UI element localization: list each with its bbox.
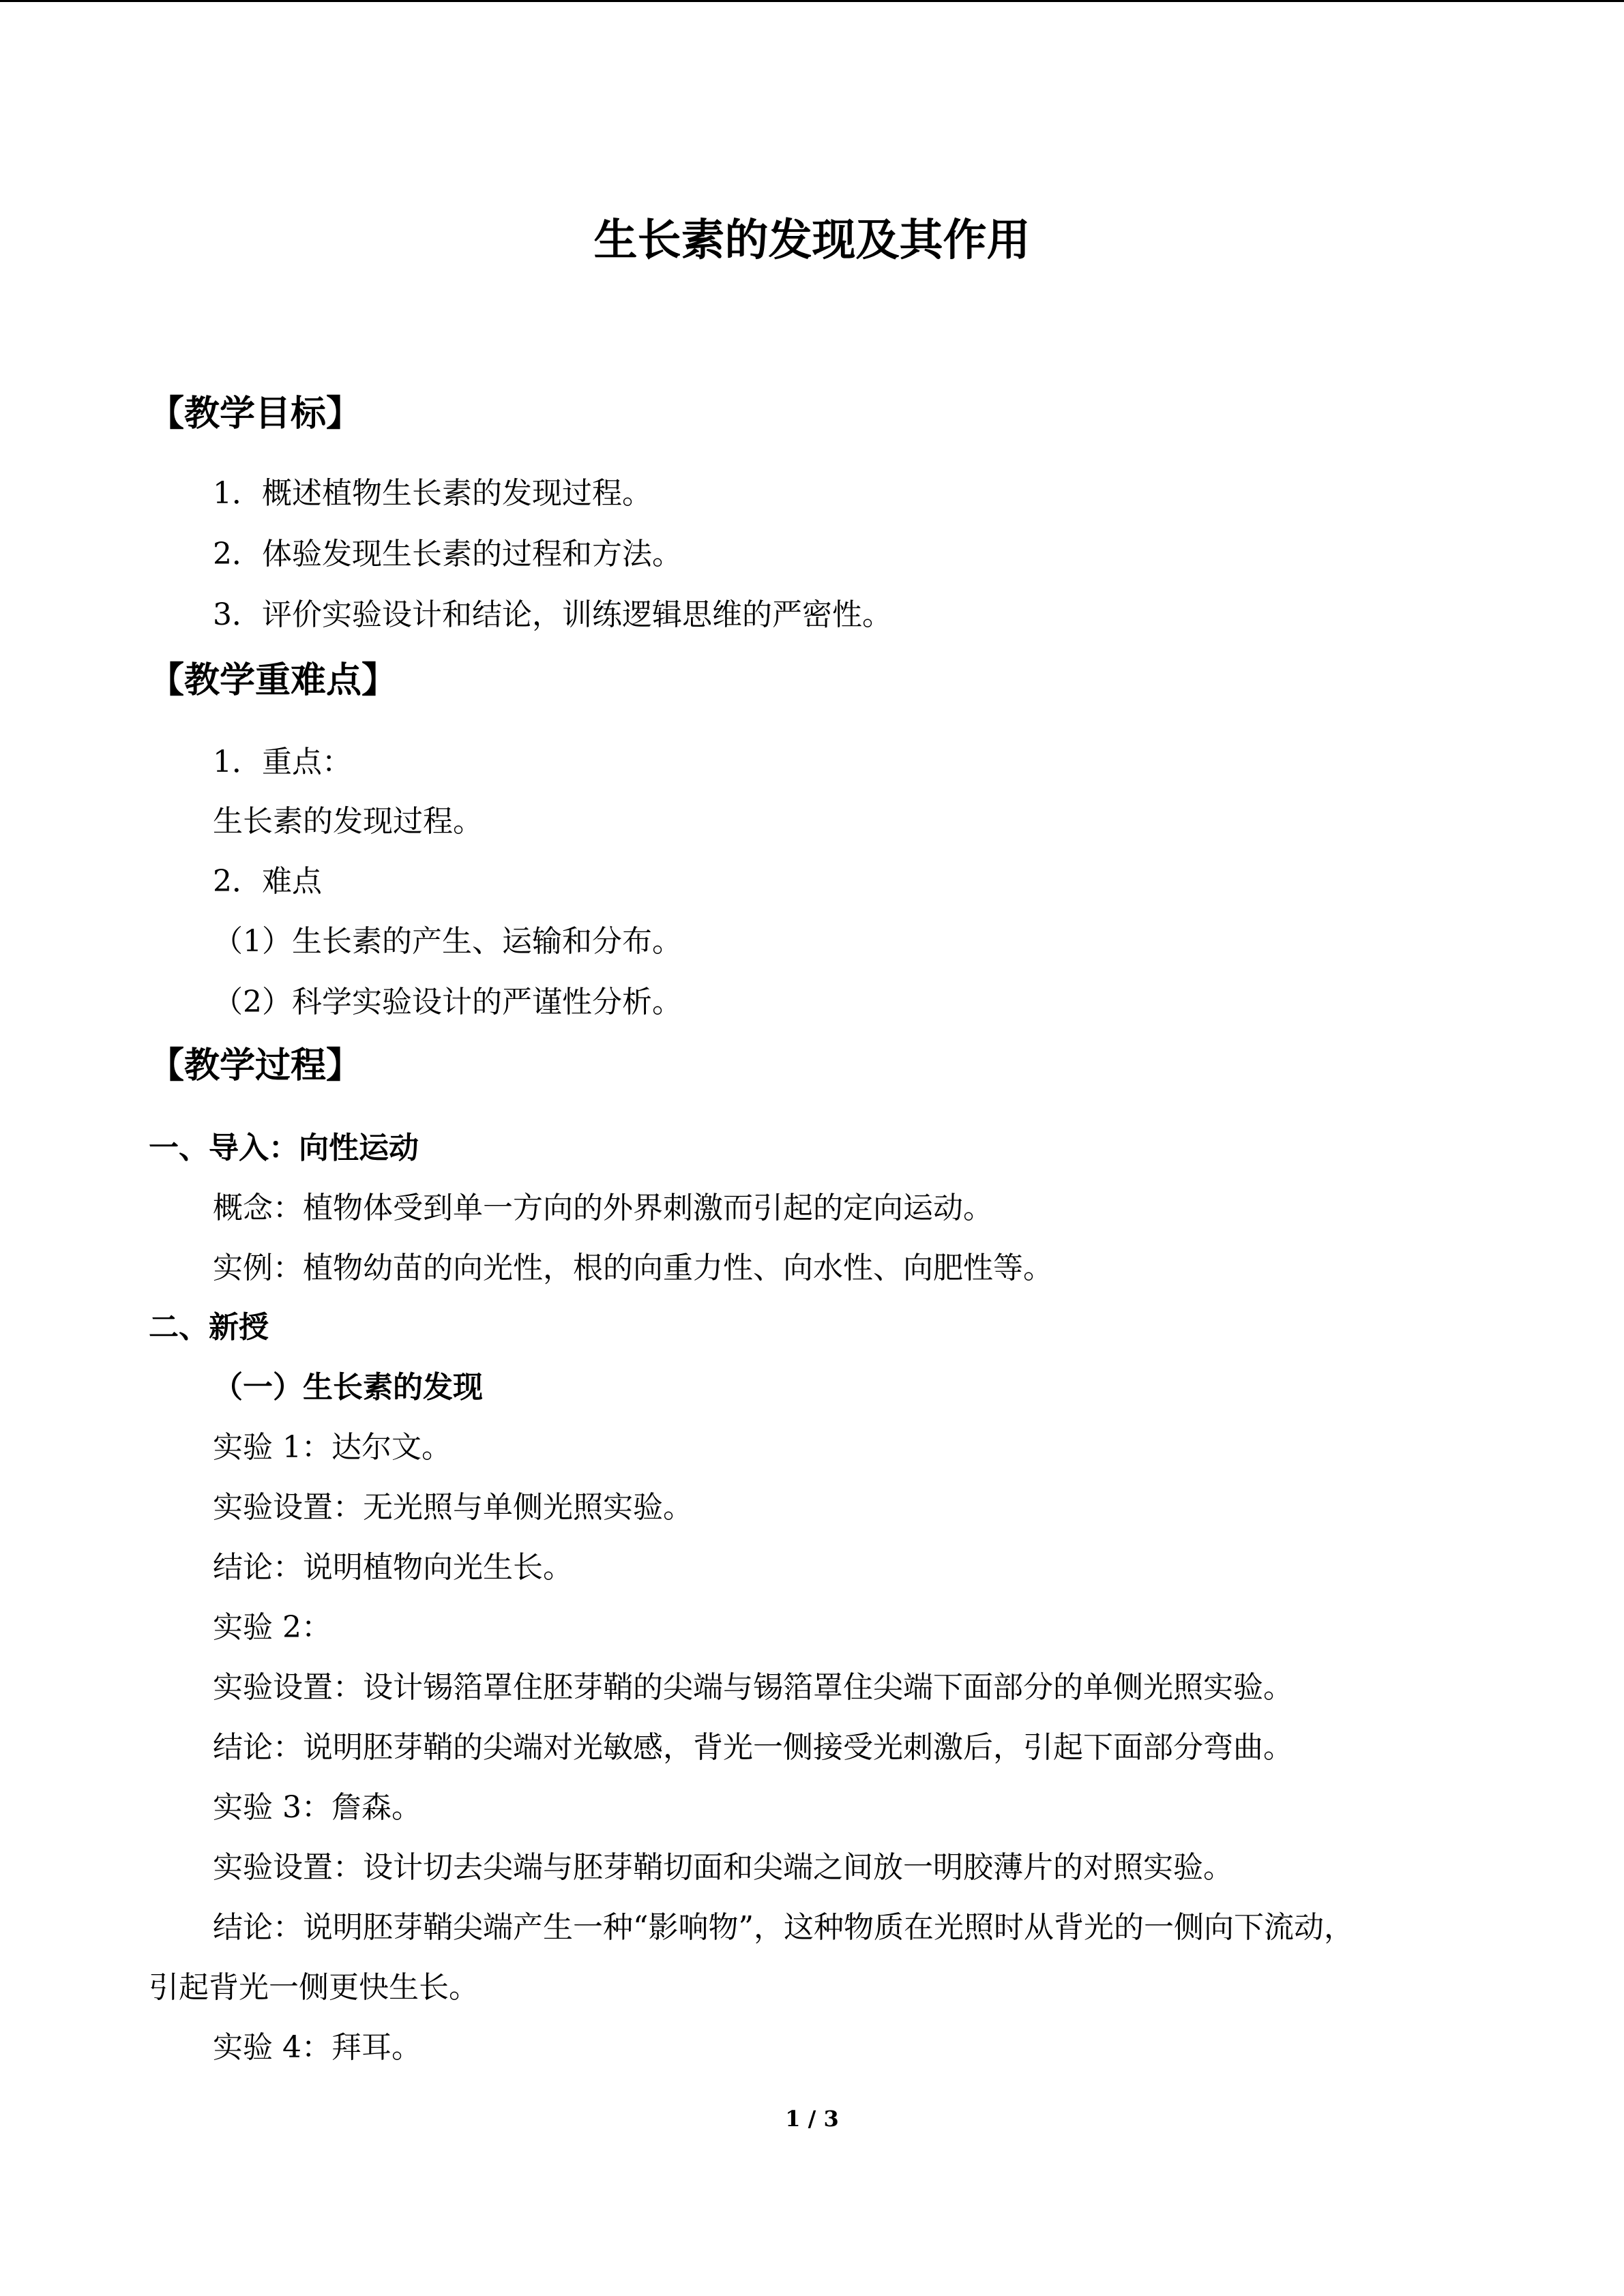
- experiment-2: 实验 2：: [213, 1610, 331, 1645]
- key-point-label: 1．重点：: [213, 745, 352, 779]
- key-points-heading: 【教学重难点】: [149, 660, 398, 701]
- objective-item-3: 3．评价实验设计和结论，训练逻辑思维的严密性。: [213, 597, 892, 632]
- objective-item-1: 1．概述植物生长素的发现过程。: [213, 476, 652, 511]
- experiment-2-setup: 实验设置：设计锡箔罩住胚芽鞘的尖端与锡箔罩住尖端下面部分的单侧光照实验。: [213, 1670, 1293, 1705]
- difficulty-label: 2．难点: [213, 864, 322, 899]
- experiment-4: 实验 4：拜耳。: [213, 2030, 422, 2065]
- document-title: 生长素的发现及其作用: [593, 215, 1031, 266]
- experiment-3-conclusion-cont: 引起背光一侧更快生长。: [149, 1970, 479, 2005]
- process-heading: 【教学过程】: [149, 1045, 362, 1086]
- intro-example: 实例：植物幼苗的向光性，根的向重力性、向水性、向肥性等。: [213, 1251, 1053, 1285]
- experiment-3: 实验 3：詹森。: [213, 1790, 422, 1825]
- key-point-text: 生长素的发现过程。: [213, 804, 483, 839]
- page-top-border: [0, 0, 1624, 2]
- page-number: 1 / 3: [785, 2106, 839, 2132]
- discovery-subheading: （一）生长素的发现: [213, 1370, 483, 1405]
- experiment-3-setup: 实验设置：设计切去尖端与胚芽鞘切面和尖端之间放一明胶薄片的对照实验。: [213, 1850, 1233, 1885]
- objective-item-2: 2．体验发现生长素的过程和方法。: [213, 537, 682, 571]
- difficulty-item-1: （1）生长素的产生、运输和分布。: [213, 924, 682, 959]
- new-lesson-heading: 二、新授: [149, 1310, 269, 1345]
- experiment-3-conclusion: 结论：说明胚芽鞘尖端产生一种“影响物”，这种物质在光照时从背光的一侧向下流动，: [213, 1910, 1354, 1945]
- experiment-2-conclusion: 结论：说明胚芽鞘的尖端对光敏感，背光一侧接受光刺激后，引起下面部分弯曲。: [213, 1730, 1293, 1765]
- experiment-1-setup: 实验设置：无光照与单侧光照实验。: [213, 1490, 693, 1525]
- experiment-1: 实验 1：达尔文。: [213, 1430, 452, 1465]
- intro-concept: 概念：植物体受到单一方向的外界刺激而引起的定向运动。: [213, 1191, 993, 1225]
- difficulty-item-2: （2）科学实验设计的严谨性分析。: [213, 985, 682, 1019]
- intro-heading: 一、导入：向性运动: [149, 1131, 419, 1165]
- objectives-heading: 【教学目标】: [149, 393, 362, 434]
- experiment-1-conclusion: 结论：说明植物向光生长。: [213, 1550, 573, 1585]
